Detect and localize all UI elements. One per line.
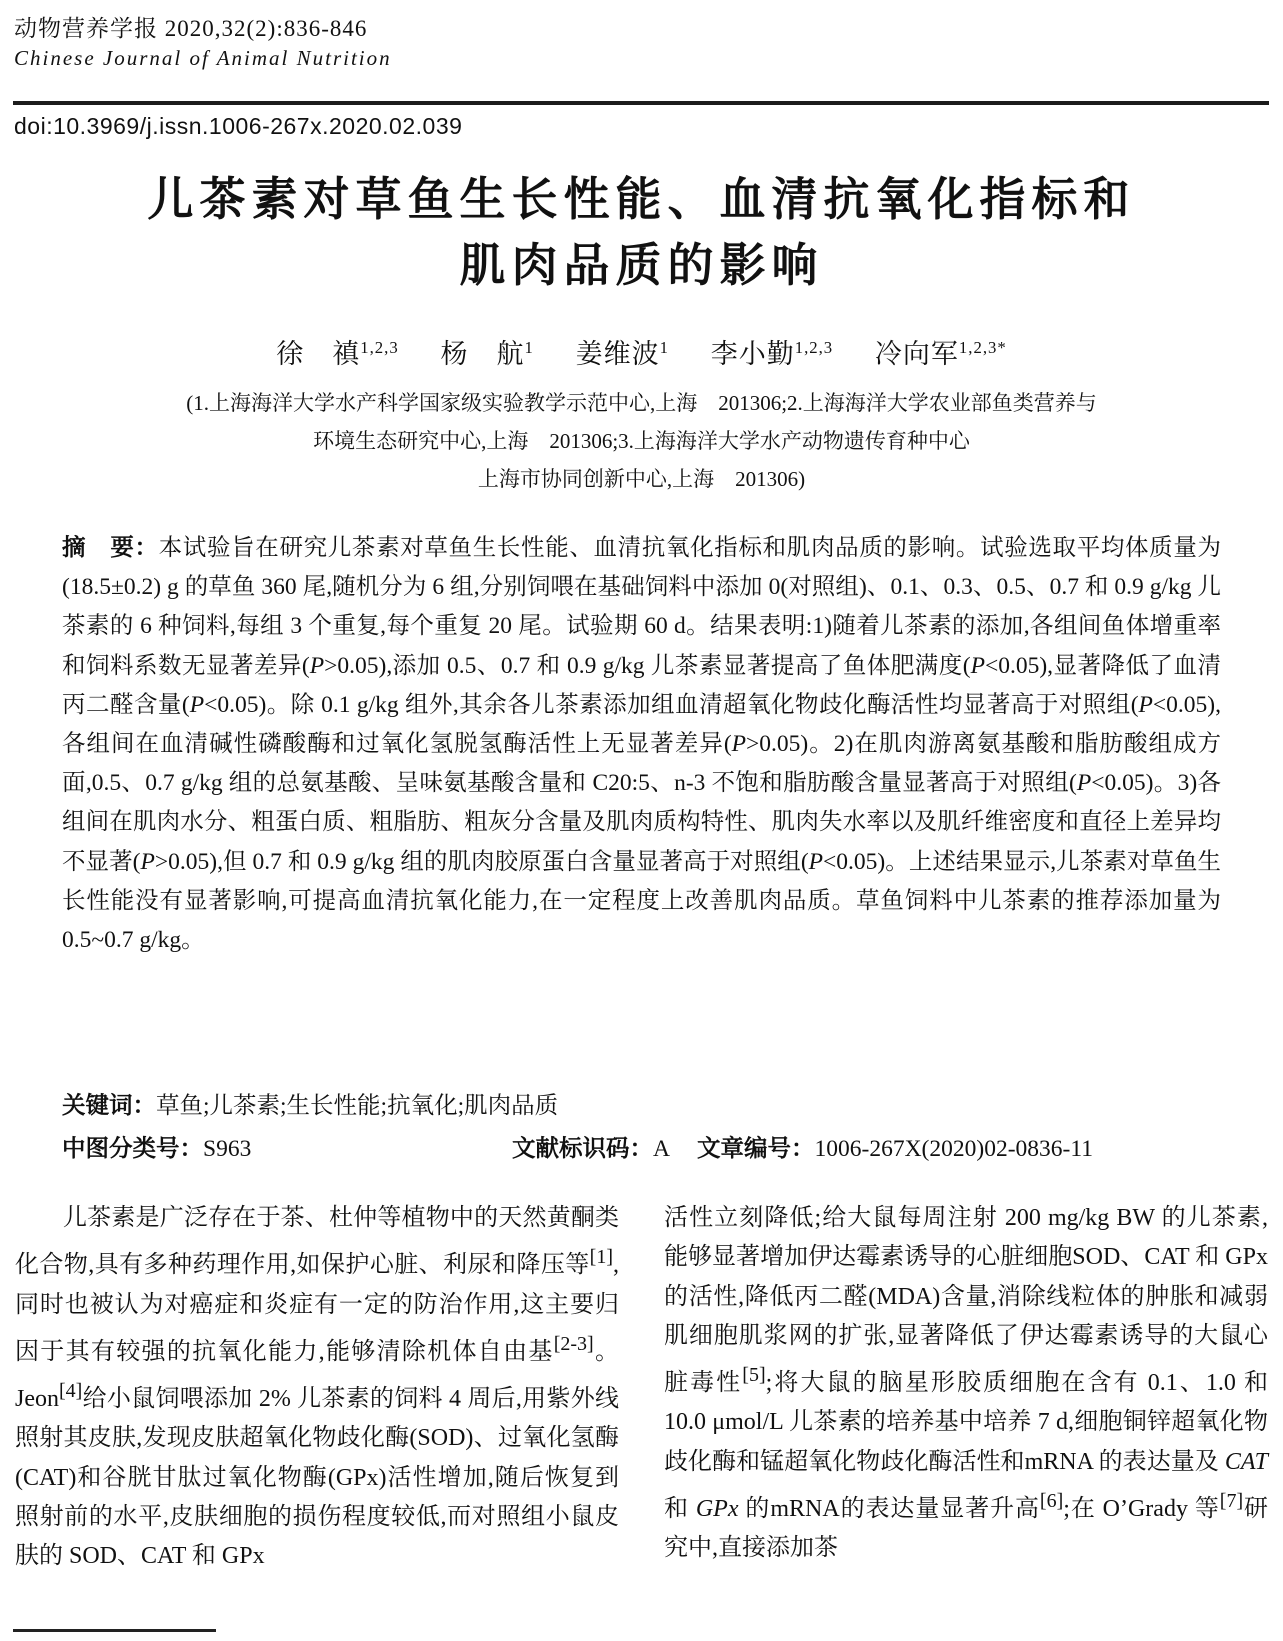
author-2-affiliation-sup: 1 (524, 338, 534, 357)
journal-name-english: Chinese Journal of Animal Nutrition (14, 46, 392, 70)
classification-line (62, 1129, 1221, 1163)
clc-label: 中图分类号： (62, 1135, 203, 1161)
abstract-label: 摘 要： (62, 534, 159, 560)
affiliation-line3: 上海市协同创新中心,上海 201306) (477, 467, 806, 491)
keywords-line (62, 1086, 1221, 1120)
clc-number: 中图分类号：S963 (62, 1135, 252, 1162)
author-5-affiliation-sup: 1,2,3* (958, 338, 1007, 357)
abstract-text: 本试验旨在研究儿茶素对草鱼生长性能、血清抗氧化指标和肌肉品质的影响。试验选取平均体质量为(18.5±0.2) g 的草鱼 360 尾,随机分为 6 组,分别饲喂在基础饲料中添加 0(对照组)、0.1、0.3、0.5、0.7 和 0.9 g/kg 儿茶素的 6 种饲料,每组 3 个重复,每个重复 20 尾。试验期 60 d。结果表明:1)随着儿茶素的添加,各组间鱼体增重率和饲料系数无显著差异(P>0.05),添加 0.5、0.7 和 0.9 g/kg 儿茶素显著提高了鱼体肥满度(P<0.05),显著降低了血清丙二醛含量(P<0.05)。除 0.1 g/kg 组外,其余各儿茶素添加组血清超氧化物歧化酶活性均显著高于对照组(P<0.05),各组间在血清碱性磷酸酶和过氧化氢脱氢酶活性上无显著差异(P>0.05)。2)在肌肉游离氨基酸和脂肪酸组成方面,0.5、0.7 g/kg 组的总氨基酸、呈味氨基酸含量和 C20:5、n-3 不饱和脂肪酸含量显著高于对照组(P<0.05)。3)各组间在肌肉水分、粗蛋白质、粗脂肪、粗灰分含量及肌肉质构特性、肌肉失水率以及肌纤维密度和直径上差异均不显著(P>0.05),但 0.7 和 0.9 g/kg 组的肌肉胶原蛋白含量显著高于对照组(P<0.05)。上述结果显示,儿茶素对草鱼生长性能没有显著影响,可提高血清抗氧化能力,在一定程度上改善肌肉品质。草鱼饲料中儿茶素的推荐添加量为 0.5~0.7 g/kg。 (62, 535, 1222, 954)
body-right-column (664, 1199, 1268, 1577)
author-3-affiliation-sup: 1 (659, 338, 669, 357)
author-4: 李小勤$^{1,2,3}$ (710, 338, 834, 369)
paper-title (0, 166, 1283, 298)
header-divider-rule (13, 101, 1269, 105)
author-2: 杨 航$^1$ (440, 338, 534, 369)
affiliation-line1: (1.上海海洋大学水产科学国家级实验教学示范中心,上海 201306;2.上海海洋大学农业部鱼类营养与 (186, 391, 1097, 415)
doi-line: doi:10.3969/j.issn.1006-267x.2020.02.039 (14, 113, 463, 139)
affiliation-line2: 环境生态研究中心,上海 201306;3.上海海洋大学水产动物遗传育种中心 (313, 429, 970, 453)
document-code-label: 文献标识码： (512, 1135, 653, 1161)
footnote-separator-rule (13, 1629, 216, 1632)
authors-row (0, 332, 1283, 371)
author-4-affiliation-sup: 1,2,3 (794, 338, 834, 357)
paper-title-line1: 儿茶素对草鱼生长性能、血清抗氧化指标和 (147, 173, 1136, 225)
author-3: 姜维波$^1$ (575, 338, 669, 369)
author-1-affiliation-sup: 1,2,3 (360, 338, 399, 357)
paper-title-line2: 肌肉品质的影响 (459, 239, 824, 291)
intro-paragraph-left: 儿茶素是广泛存在于茶、杜仲等植物中的天然黄酮类化合物,具有多种药理作用,如保护心脏、利尿和降压等[1],同时也被认为对癌症和炎症有一定的防治作用,这主要归因于其有较强的抗氧化能力,能够清除机体自由基[2-3]。Jeon[4]给小鼠饲喂添加 2% 儿茶素的饲料 4 周后,用紫外线照射其皮肤,发现皮肤超氧化物歧化酶(SOD)、过氧化氢酶(CAT)和谷胱甘肽过氧化物酶(GPx)活性增加,随后恢复到照射前的水平,皮肤细胞的损伤程度较低,而对照组小鼠皮肤的 SOD、CAT 和 GPx (15, 1205, 620, 1570)
author-5-corresponding: 冷向军$^{1,2,3*}$ (874, 338, 1007, 369)
affiliations-block (0, 384, 1283, 498)
journal-name-citation: 动物营养学报 2020,32(2):836-846 (14, 16, 368, 41)
article-id-label: 文章编号： (697, 1135, 815, 1161)
intro-paragraph-right: 活性立刻降低;给大鼠每周注射 200 mg/kg BW 的儿茶素,能够显著增加伊达霉素诱导的心脏细胞SOD、CAT 和 GPx 的活性,降低丙二醛(MDA)含量,消除线粒体的肿胀和减弱肌细胞肌浆网的扩张,显著降低了伊达霉素诱导的大鼠心脏毒性[5];将大鼠的脑星形胶质细胞在含有 0.1、1.0 和 10.0 μmol/L 儿茶素的培养基中培养 7 d,细胞铜锌超氧化物歧化酶和锰超氧化物歧化酶活性和mRNA 的表达量及 CAT 和 GPx 的mRNA的表达量显著升高[6];在 O’Grady 等[7]研究中,直接添加茶 (664, 1205, 1269, 1562)
author-1: 徐 禛$^{1,2,3}$ (276, 338, 399, 369)
article-id: 文章编号：1006-267X(2020)02-0836-11 (697, 1135, 1093, 1162)
keywords-label: 关键词： (62, 1092, 156, 1118)
body-left-column (15, 1199, 619, 1577)
keywords-text: 草鱼;儿茶素;生长性能;抗氧化;肌肉品质 (156, 1093, 559, 1119)
body-two-column-text (15, 1199, 1268, 1577)
document-code: 文献标识码：A (512, 1135, 670, 1162)
abstract-paragraph (62, 528, 1221, 960)
